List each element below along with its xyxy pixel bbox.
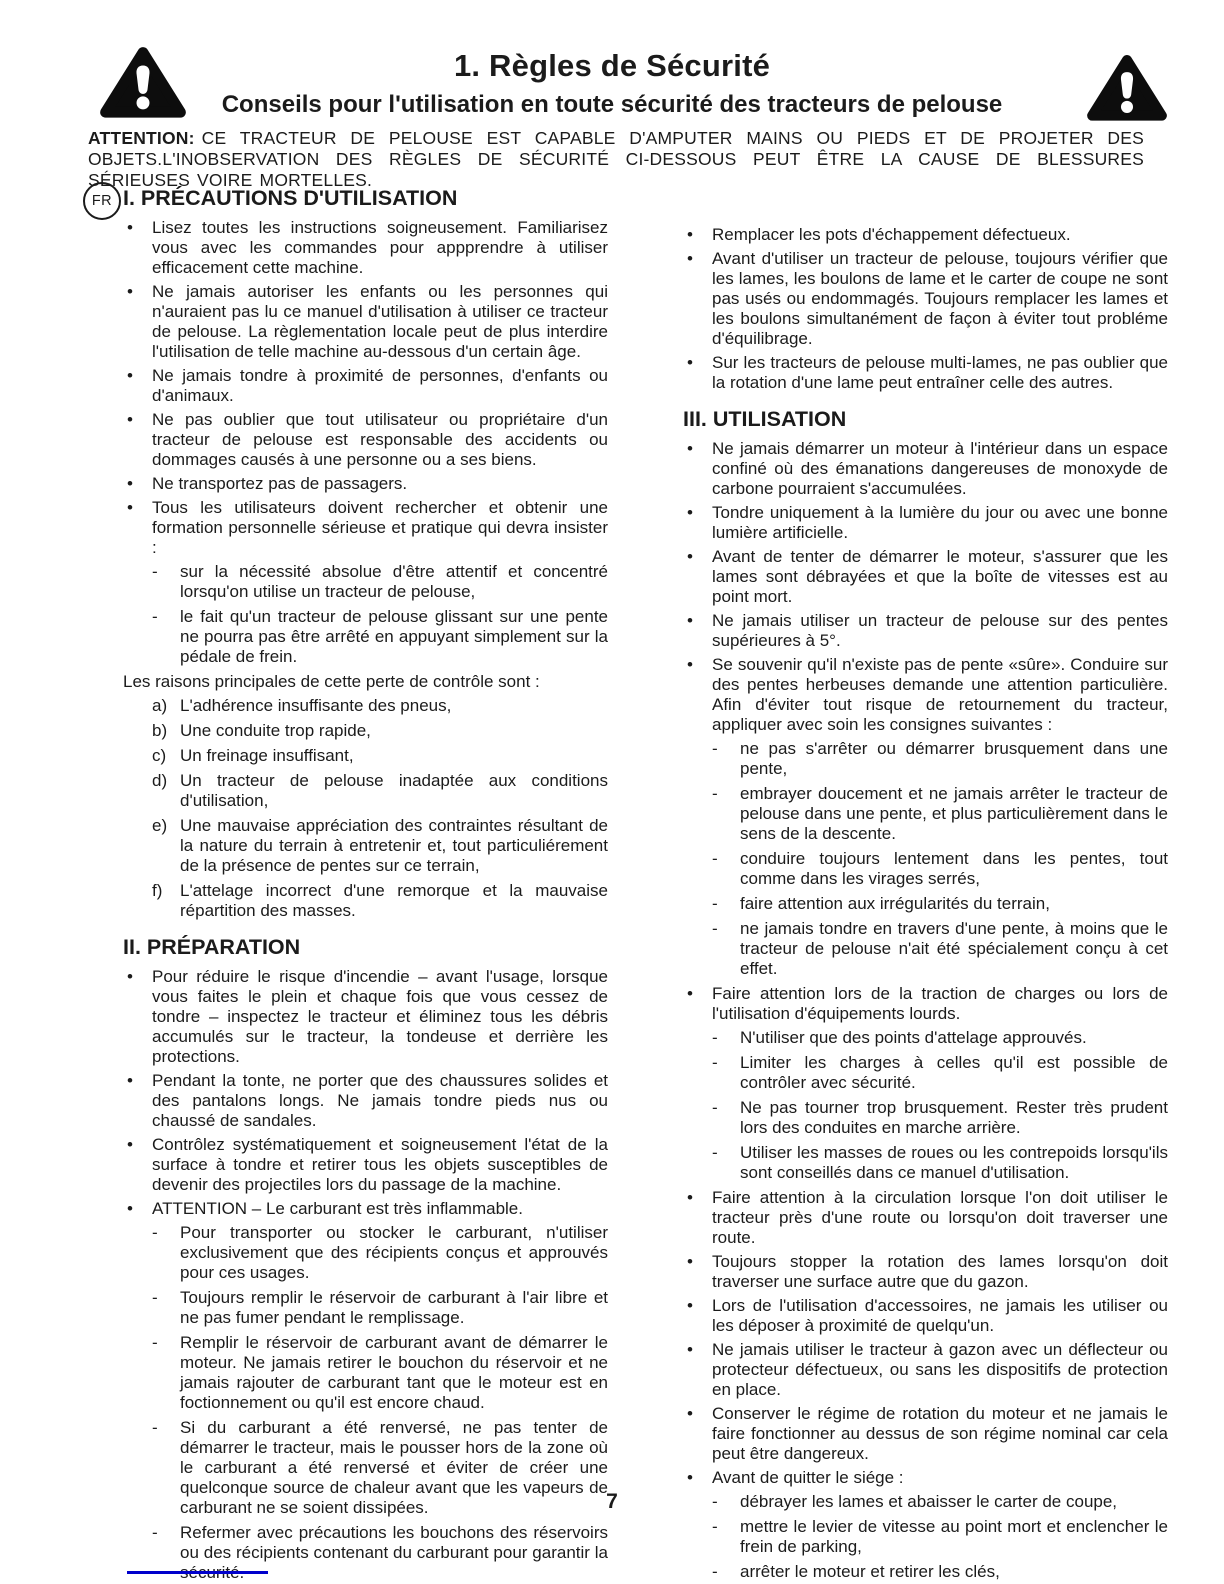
bullet-item bbox=[88, 1199, 608, 1219]
bullet-item bbox=[88, 282, 608, 362]
bullet-item bbox=[648, 1252, 1168, 1292]
item-text: Tous les utilisateurs doivent rechercher et obtenir une formation personnelle sérieuse et pratique qui devra insister : bbox=[152, 498, 608, 557]
item-text: le fait qu'un tracteur de pelouse glissant sur une pente ne pourra pas être arrêté en appuyant simplement sur la pédale de frein. bbox=[180, 607, 608, 666]
bullet-marker: • bbox=[687, 984, 693, 1003]
dash-marker: - bbox=[712, 849, 718, 868]
letter-label: b) bbox=[152, 721, 168, 740]
item-text: Tondre uniquement à la lumière du jour ou avec une bonne lumière artificielle. bbox=[712, 503, 1168, 542]
paragraph bbox=[88, 672, 608, 692]
item-text: Un freinage insuffisant, bbox=[180, 746, 354, 765]
dash-item bbox=[648, 784, 1168, 844]
bullet-marker: • bbox=[127, 1071, 133, 1090]
bullet-marker: • bbox=[687, 353, 693, 372]
bullet-marker: • bbox=[687, 1296, 693, 1315]
item-text: Conserver le régime de rotation du moteur et ne jamais le faire fonctionner au dessus de son régime nominal car cela peut être dangereux. bbox=[712, 1404, 1168, 1463]
lettered-item bbox=[88, 881, 608, 921]
dash-marker: - bbox=[712, 739, 718, 758]
item-text: Ne pas tourner trop brusquement. Rester très prudent lors des conduites en marche arrière. bbox=[740, 1098, 1168, 1137]
language-badge: FR bbox=[83, 182, 121, 220]
dash-marker: - bbox=[712, 1143, 718, 1162]
dash-marker: - bbox=[712, 1517, 718, 1536]
bullet-item bbox=[88, 218, 608, 278]
dash-item bbox=[88, 607, 608, 667]
dash-marker: - bbox=[152, 607, 158, 626]
bullet-marker: • bbox=[127, 218, 133, 237]
item-text: Se souvenir qu'il n'existe pas de pente «sûre». Conduire sur des pentes herbeuses demande une attention particulière. Afin d'éviter tout risque de retournement du tracteur, appliquer avec soin les consignes suivantes : bbox=[712, 655, 1168, 734]
lettered-item bbox=[88, 746, 608, 766]
section-heading-text: II. PRÉPARATION bbox=[123, 935, 301, 959]
bullet-item bbox=[648, 611, 1168, 651]
item-text: Ne jamais démarrer un moteur à l'intérieur dans un espace confiné où des émanations dangereuses de monoxyde de carbone pourraient s'accumulées. bbox=[712, 439, 1168, 498]
two-column-body bbox=[88, 188, 1168, 1584]
item-text: Ne jamais utiliser un tracteur de pelouse sur des pentes supérieures à 5°. bbox=[712, 611, 1168, 650]
dash-item bbox=[648, 1028, 1168, 1048]
dash-item bbox=[88, 1223, 608, 1283]
bullet-marker: • bbox=[687, 611, 693, 630]
dash-marker: - bbox=[712, 919, 718, 938]
item-text: faire attention aux irrégularités du terrain, bbox=[740, 894, 1050, 913]
item-text: Ne pas oublier que tout utilisateur ou propriétaire d'un tracteur de pelouse est responsable des accidents ou dommages causés à une personne ou a ses biens. bbox=[152, 410, 608, 469]
bullet-item bbox=[648, 1468, 1168, 1488]
dash-item bbox=[648, 1517, 1168, 1557]
item-text: conduire toujours lentement dans les pentes, tout comme dans les virages serrés, bbox=[740, 849, 1168, 888]
item-text: Ne jamais autoriser les enfants ou les personnes qui n'auraient pas lu ce manuel d'utilisation à utiliser ce tracteur de pelouse. La règlementation locale peut de plus interdire l'utilisation de telle machine au-dessous d'un certain âge. bbox=[152, 282, 608, 361]
dash-marker: - bbox=[152, 562, 158, 581]
item-text: Remplir le réservoir de carburant avant de démarrer le moteur. Ne jamais retirer le bouchon du réservoir et ne jamais rajouter de carburant tant que le moteur est en foctionnement ou qu'il est encore chaud. bbox=[180, 1333, 608, 1412]
item-text: Avant de quitter le siége : bbox=[712, 1468, 904, 1487]
bullet-item bbox=[648, 1188, 1168, 1248]
item-text: Ne jamais tondre à proximité de personnes, d'enfants ou d'animaux. bbox=[152, 366, 608, 405]
bullet-item bbox=[648, 1340, 1168, 1400]
item-text: Ne jamais utiliser le tracteur à gazon avec un déflecteur ou protecteur défectueux, ou sans les dispositifs de protection en place. bbox=[712, 1340, 1168, 1399]
bullet-item bbox=[88, 1135, 608, 1195]
bullet-item bbox=[88, 1071, 608, 1131]
item-text: Contrôlez systématiquement et soigneusement l'état de la surface à tondre et retirer tous les objets susceptibles de devenir des projectiles lors du passage de la machine. bbox=[152, 1135, 608, 1194]
bullet-marker: • bbox=[687, 249, 693, 268]
bullet-marker: • bbox=[687, 1404, 693, 1423]
dash-marker: - bbox=[152, 1333, 158, 1352]
item-text: Si du carburant a été renversé, ne pas tenter de démarrer le tracteur, mais le pousser hors de la zone où le carburant a été renversé et éviter de créer une quelconque source de chaleur avant que les vapeurs de carburant ne se soient dissipées. bbox=[180, 1418, 608, 1517]
dash-marker: - bbox=[712, 784, 718, 803]
bullet-marker: • bbox=[127, 1199, 133, 1218]
bullet-marker: • bbox=[127, 474, 133, 493]
dash-item bbox=[648, 894, 1168, 914]
bullet-marker: • bbox=[687, 439, 693, 458]
dash-marker: - bbox=[712, 1053, 718, 1072]
dash-item bbox=[648, 1562, 1168, 1582]
bullet-item bbox=[648, 225, 1168, 245]
item-text: Avant de tenter de démarrer le moteur, s'assurer que les lames sont débrayées et que la boîte de vitesses est au point mort. bbox=[712, 547, 1168, 606]
footer-divider-line bbox=[127, 1571, 268, 1574]
item-text: Sur les tracteurs de pelouse multi-lames, ne pas oublier que la rotation d'une lame peut entraîner celle des autres. bbox=[712, 353, 1168, 392]
item-text: Utiliser les masses de roues ou les contrepoids lorsqu'ils sont conseillés dans ce manuel d'utilisation. bbox=[740, 1143, 1168, 1182]
page-number: 7 bbox=[606, 1490, 618, 1513]
dash-marker: - bbox=[152, 1288, 158, 1307]
item-text: Lors de l'utilisation d'accessoires, ne jamais les utiliser ou les déposer à proximité de quelqu'un. bbox=[712, 1296, 1168, 1335]
bullet-marker: • bbox=[687, 1188, 693, 1207]
attention-text: CE TRACTEUR DE PELOUSE EST CAPABLE D'AMPUTER MAINS OU PIEDS ET DE PROJETER DES OBJETS.L'INOBSERVATION DES RÈGLES DE SÉCURITÉ CI-DESSOUS PEUT ÊTRE LA CAUSE DE BLESSURES SÉRIEUSES VOIRE MORTELLES. bbox=[88, 128, 1144, 190]
bullet-item bbox=[648, 249, 1168, 349]
item-text: débrayer les lames et abaisser le carter de coupe, bbox=[740, 1492, 1118, 1511]
item-text: Pendant la tonte, ne porter que des chaussures solides et des pantalons longs. Ne jamais tondre pieds nus ou chaussé de sandales. bbox=[152, 1071, 608, 1130]
item-text: Toujours remplir le réservoir de carburant à l'air libre et ne pas fumer pendant le remplissage. bbox=[180, 1288, 608, 1327]
bullet-marker: • bbox=[687, 655, 693, 674]
letter-label: d) bbox=[152, 771, 168, 790]
lettered-item bbox=[88, 816, 608, 876]
item-text: Pour transporter ou stocker le carburant, n'utiliser exclusivement que des récipients conçus et approuvés pour ces usages. bbox=[180, 1223, 608, 1282]
item-text: Faire attention à la circulation lorsque l'on doit utiliser le tracteur près d'une route ou lorsqu'on doit traverser une route. bbox=[712, 1188, 1168, 1247]
bullet-marker: • bbox=[127, 410, 133, 429]
item-text: Les raisons principales de cette perte de contrôle sont : bbox=[123, 672, 540, 691]
lettered-item bbox=[88, 696, 608, 716]
section-heading-text: I. PRÉCAUTIONS D'UTILISATION bbox=[123, 186, 458, 210]
letter-label: e) bbox=[152, 816, 168, 835]
lettered-item bbox=[88, 721, 608, 741]
item-text: Avant d'utiliser un tracteur de pelouse, toujours vérifier que les lames, les boulons de lame et le carter de coupe ne sont pas usés ou endommagés. Toujours remplacer les lames et les boulons simultanément de façon à éviter tout probléme d'équilibrage. bbox=[712, 249, 1168, 348]
bullet-marker: • bbox=[127, 282, 133, 301]
dash-marker: - bbox=[712, 1562, 718, 1581]
item-text: ne jamais tondre en travers d'une pente, à moins que le tracteur de pelouse n'ait été spécialement conçu à cet effet. bbox=[740, 919, 1168, 978]
section-heading bbox=[88, 937, 608, 957]
item-text: Refermer avec précautions les bouchons des réservoirs ou des récipients contenant du carburant pour garantir la bbox=[180, 1523, 608, 1562]
letter-label: a) bbox=[152, 696, 168, 715]
letter-label: c) bbox=[152, 746, 167, 765]
dash-item bbox=[648, 849, 1168, 889]
bullet-item bbox=[88, 498, 608, 558]
item-text: Toujours stopper la rotation des lames lorsqu'on doit traverser une surface autre que du gazon. bbox=[712, 1252, 1168, 1291]
warning-triangle-icon bbox=[1080, 54, 1174, 126]
item-text: Une mauvaise appréciation des contraintes résultant de la nature du terrain à entretenir et, tout particuliérement de la présence de pentes sur ce terrain, bbox=[180, 816, 608, 875]
item-text: ATTENTION – Le carburant est très inflammable. bbox=[152, 1199, 523, 1218]
dash-marker: - bbox=[712, 1028, 718, 1047]
dash-item bbox=[88, 1523, 608, 1583]
bullet-marker: • bbox=[687, 225, 693, 244]
right-column bbox=[648, 188, 1168, 1584]
bullet-item bbox=[648, 1404, 1168, 1464]
bullet-item bbox=[648, 547, 1168, 607]
bullet-item bbox=[88, 967, 608, 1067]
bullet-item bbox=[88, 474, 608, 494]
bullet-marker: • bbox=[687, 503, 693, 522]
bullet-marker: • bbox=[127, 967, 133, 986]
left-column bbox=[88, 188, 608, 1584]
item-text: Une conduite trop rapide, bbox=[180, 721, 371, 740]
item-text: arrêter le moteur et retirer les clés, bbox=[740, 1562, 1000, 1581]
dash-item bbox=[88, 1288, 608, 1328]
dash-marker: - bbox=[152, 1418, 158, 1437]
bullet-item bbox=[648, 503, 1168, 543]
item-text: Pour réduire le risque d'incendie – avant l'usage, lorsque vous faites le plein et chaque fois que vous cessez de tondre – inspectez le tracteur et éliminez tous les débris accumulés sur le tracteur, la tondeuse et derrière les protections. bbox=[152, 967, 608, 1066]
item-text: embrayer doucement et ne jamais arrêter le tracteur de pelouse dans une pente, et plus particulièrement dans le sens de la descente. bbox=[740, 784, 1168, 843]
lettered-item bbox=[88, 771, 608, 811]
bullet-item bbox=[88, 410, 608, 470]
item-text: sur la nécessité absolue d'être attentif et concentré lorsqu'on utilise un tracteur de pelouse, bbox=[180, 562, 608, 601]
dash-item bbox=[648, 1143, 1168, 1183]
item-text: Faire attention lors de la traction de charges ou lors de l'utilisation d'équipements lourds. bbox=[712, 984, 1168, 1023]
dash-item bbox=[648, 919, 1168, 979]
attention-paragraph bbox=[88, 128, 1144, 191]
dash-marker: - bbox=[712, 894, 718, 913]
bullet-marker: • bbox=[687, 1252, 693, 1271]
dash-item bbox=[88, 1333, 608, 1413]
attention-label: ATTENTION: bbox=[88, 128, 195, 148]
letter-label: f) bbox=[152, 881, 163, 900]
item-text: L'attelage incorrect d'une remorque et la mauvaise répartition des masses. bbox=[180, 881, 608, 920]
bullet-item bbox=[648, 353, 1168, 393]
bullet-item bbox=[648, 1296, 1168, 1336]
item-text: Lisez toutes les instructions soigneusement. Familiarisez vous avec les commandes pour appprendre à utiliser efficacement cette machine. bbox=[152, 218, 608, 277]
dash-marker: - bbox=[712, 1098, 718, 1117]
item-text: Limiter les charges à celles qu'il est possible de contrôler avec sécurité. bbox=[740, 1053, 1168, 1092]
dash-item bbox=[648, 1053, 1168, 1093]
page-title: 1. Règles de Sécurité bbox=[453, 48, 771, 83]
bullet-item bbox=[648, 984, 1168, 1024]
item-text: L'adhérence insuffisante des pneus, bbox=[180, 696, 452, 715]
item-text: N'utiliser que des points d'attelage approuvés. bbox=[740, 1028, 1087, 1047]
dash-item bbox=[88, 562, 608, 602]
warning-triangle-icon bbox=[93, 46, 193, 123]
page-subtitle: Conseils pour l'utilisation en toute sécurité des tracteurs de pelouse bbox=[221, 91, 1003, 118]
section-heading bbox=[88, 188, 608, 208]
dash-marker: - bbox=[152, 1523, 158, 1542]
item-text: mettre le levier de vitesse au point mort et enclencher le frein de parking, bbox=[740, 1517, 1168, 1556]
dash-item bbox=[648, 1098, 1168, 1138]
item-text: Remplacer les pots d'échappement défectueux. bbox=[712, 225, 1071, 244]
bullet-marker: • bbox=[127, 366, 133, 385]
dash-marker: - bbox=[152, 1223, 158, 1242]
item-text: Ne transportez pas de passagers. bbox=[152, 474, 408, 493]
dash-marker: - bbox=[712, 1492, 718, 1511]
item-text: Un tracteur de pelouse inadaptée aux conditions d'utilisation, bbox=[180, 771, 608, 810]
bullet-marker: • bbox=[687, 1468, 693, 1487]
bullet-marker: • bbox=[687, 547, 693, 566]
bullet-marker: • bbox=[127, 1135, 133, 1154]
bullet-item bbox=[648, 655, 1168, 735]
bullet-marker: • bbox=[127, 498, 133, 517]
section-heading-text: III. UTILISATION bbox=[683, 407, 847, 431]
bullet-item bbox=[88, 366, 608, 406]
bullet-item bbox=[648, 439, 1168, 499]
bullet-marker: • bbox=[687, 1340, 693, 1359]
item-text: ne pas s'arrêter ou démarrer brusquement dans une pente, bbox=[740, 739, 1168, 778]
dash-item bbox=[648, 739, 1168, 779]
section-heading bbox=[648, 409, 1168, 429]
